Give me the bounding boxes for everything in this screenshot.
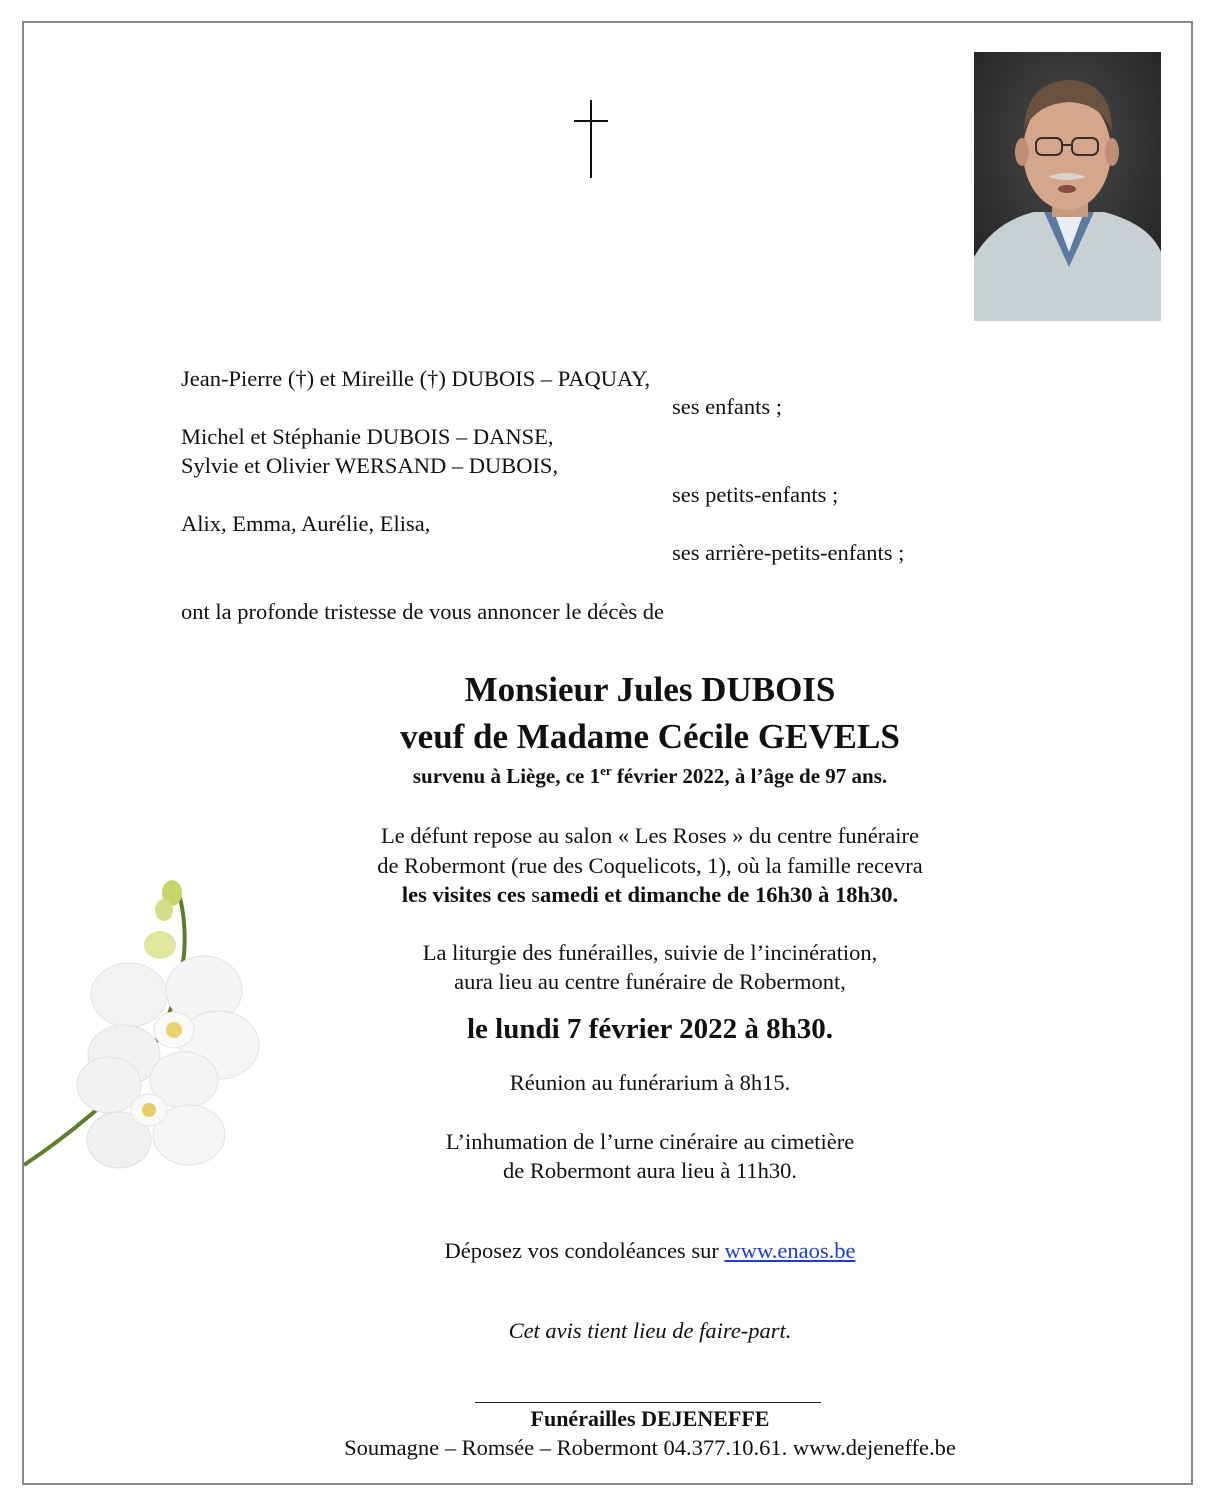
liturgy-line-1: La liturgie des funérailles, suivie de l’incinération, — [422, 940, 878, 965]
burial-line-1: L’inhumation de l’urne cinéraire au cimetière — [445, 1129, 855, 1154]
visitation-line-1: Le défunt repose au salon « Les Roses » du centre funéraire — [381, 823, 919, 848]
death-details: survenu à Liège, ce 1er février 2022, à l’âge de 97 ans. — [412, 763, 888, 788]
notice-text: Cet avis tient lieu de faire-part. — [508, 1318, 792, 1343]
burial-line-2: de Robermont aura lieu à 11h30. — [502, 1158, 798, 1183]
deceased-name: Monsieur Jules DUBOIS — [464, 670, 836, 709]
visitation-hours: les visites ces samedi et dimanche de 16h30 à 18h30. — [401, 882, 899, 907]
family-line-grandchildren-1: Michel et Stéphanie DUBOIS – DANSE, — [181, 424, 554, 449]
role-great-grandchildren: ses arrière-petits-enfants ; — [672, 540, 905, 565]
condolences-line: Déposez vos condoléances sur www.enaos.be — [444, 1238, 856, 1263]
condolences-link[interactable]: www.enaos.be — [724, 1238, 856, 1263]
family-line-children: Jean-Pierre (†) et Mireille (†) DUBOIS – PAQUAY, — [181, 366, 651, 391]
funeral-company-name: Funérailles DEJENEFFE — [530, 1406, 770, 1431]
funeral-company-contact: Soumagne – Romsée – Robermont 04.377.10.61. www.dejeneffe.be — [344, 1435, 956, 1460]
cross-icon — [573, 100, 609, 178]
role-grandchildren: ses petits-enfants ; — [672, 482, 839, 507]
visitation-line-2: de Robermont (rue des Coquelicots, 1), où la famille recevra — [377, 853, 923, 878]
orchid-flower-illustration — [24, 875, 274, 1180]
liturgy-line-2: aura lieu au centre funéraire de Robermont, — [454, 969, 846, 994]
funeral-date: le lundi 7 février 2022 à 8h30. — [467, 1013, 833, 1045]
family-line-great-grandchildren: Alix, Emma, Aurélie, Elisa, — [181, 511, 431, 536]
announcement-text: ont la profonde tristesse de vous annoncer le décès de — [181, 599, 664, 624]
signature-rule — [475, 1402, 821, 1403]
deceased-spouse: veuf de Madame Cécile GEVELS — [400, 717, 900, 756]
role-children: ses enfants ; — [672, 394, 782, 419]
family-line-grandchildren-2: Sylvie et Olivier WERSAND – DUBOIS, — [181, 453, 559, 478]
portrait-photo — [974, 52, 1161, 321]
meeting-time: Réunion au funérarium à 8h15. — [509, 1070, 791, 1095]
